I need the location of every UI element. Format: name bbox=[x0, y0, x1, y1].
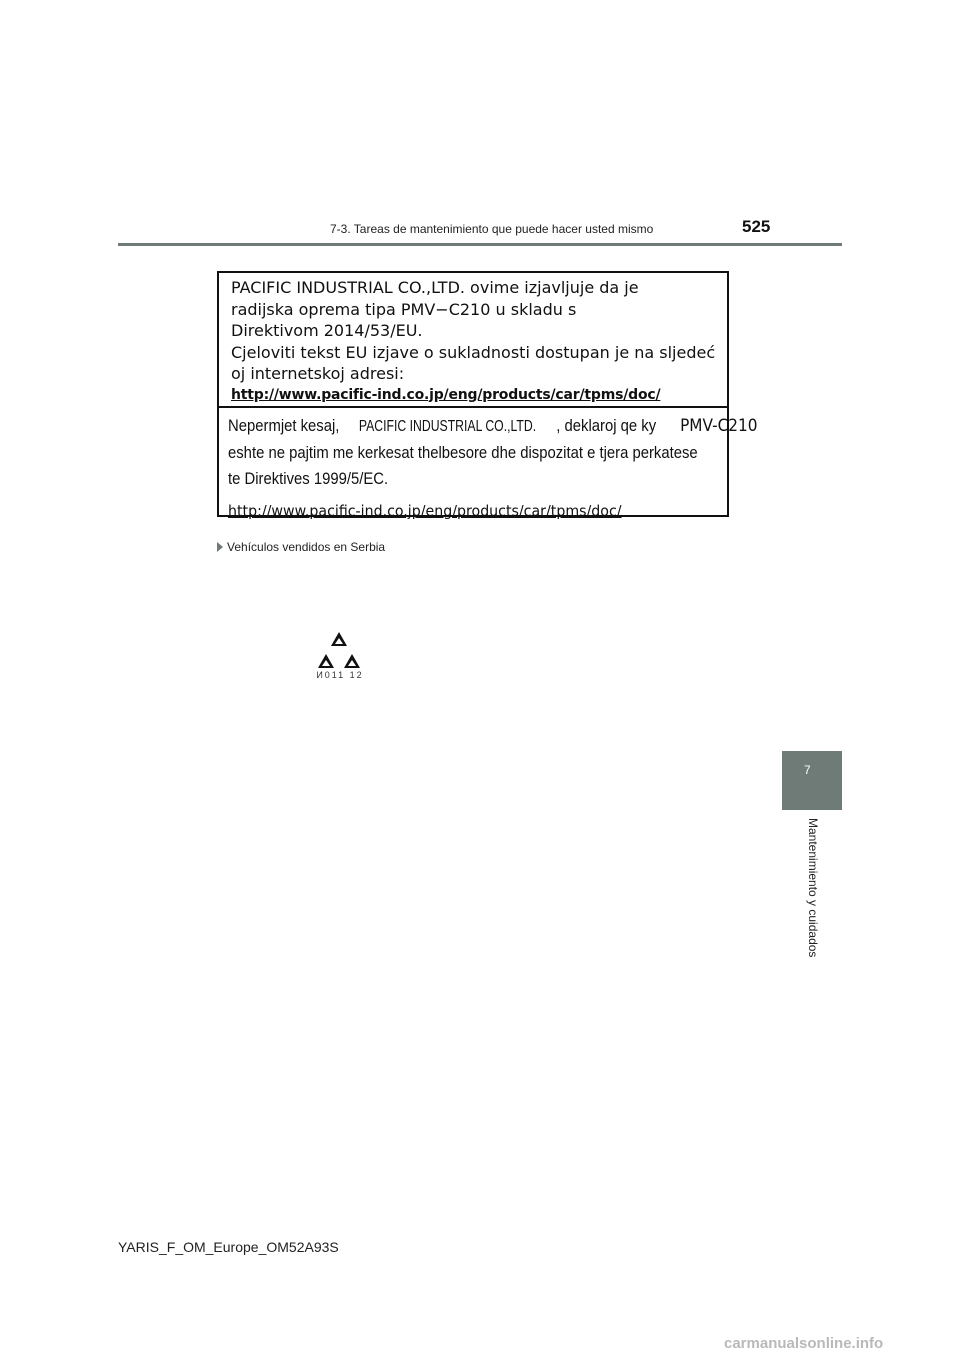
declaration-croatian bbox=[231, 277, 721, 406]
declaration-croatian-line: Cjeloviti tekst EU izjave o sukladnosti dostupan je na sljedeć bbox=[231, 342, 716, 362]
footer-document-code: YARIS_F_OM_Europe_OM52A93S bbox=[118, 1239, 339, 1255]
triangle-bullet-icon bbox=[217, 542, 223, 552]
declaration-albanian-model: PMV-C210 bbox=[680, 416, 758, 436]
serbia-bullet-text: Vehículos vendidos en Serbia bbox=[227, 540, 386, 554]
declaration-albanian-line-3: te Direktives 1999/5/EC. bbox=[228, 470, 389, 488]
declaration-croatian-line: Direktivom 2014/53/EU. bbox=[231, 321, 423, 340]
declaration-albanian-line-2: eshte ne pajtim me kerkesat thelbesore dhe dispozitat e tjera perkatese bbox=[228, 444, 698, 462]
declaration-albanian-url: http://www.pacific-ind.co.jp/eng/products/car/tpms/doc/ bbox=[228, 502, 622, 520]
declaration-albanian-line-1 bbox=[228, 413, 758, 440]
chapter-number: 7 bbox=[804, 763, 811, 777]
declaration-box bbox=[217, 271, 758, 520]
serbian-mark-code: И011 12 bbox=[316, 670, 364, 680]
declaration-albanian-prefix: Nepermjet kesaj, bbox=[228, 417, 340, 435]
header-divider bbox=[118, 243, 842, 246]
chapter-title: Mantenimiento y cuidados bbox=[806, 818, 820, 958]
declaration-albanian-company: PACIFIC INDUSTRIAL CO.,LTD. bbox=[359, 418, 537, 435]
declaration-croatian-line: PACIFIC INDUSTRIAL CO.,LTD. ovime izjavljuje da je bbox=[231, 278, 639, 297]
box-divider bbox=[219, 406, 727, 408]
declaration-albanian-middle: , deklaroj qe ky bbox=[556, 417, 657, 435]
chapter-tab bbox=[782, 751, 842, 810]
header-section-title: 7-3. Tareas de mantenimiento que puede hacer usted mismo bbox=[330, 222, 654, 236]
declaration-croatian-line: radijska oprema tipa PMV−C210 u skladu s bbox=[231, 299, 577, 319]
declaration-croatian-url: http://www.pacific-ind.co.jp/eng/products/car/tpms/doc/ bbox=[231, 386, 661, 403]
watermark: carmanualsonline.info bbox=[724, 1335, 884, 1352]
serbia-bullet bbox=[217, 540, 385, 554]
page-number: 525 bbox=[742, 217, 771, 236]
declaration-albanian bbox=[228, 413, 758, 524]
declaration-croatian-line: oj internetskoj adresi: bbox=[231, 364, 405, 383]
